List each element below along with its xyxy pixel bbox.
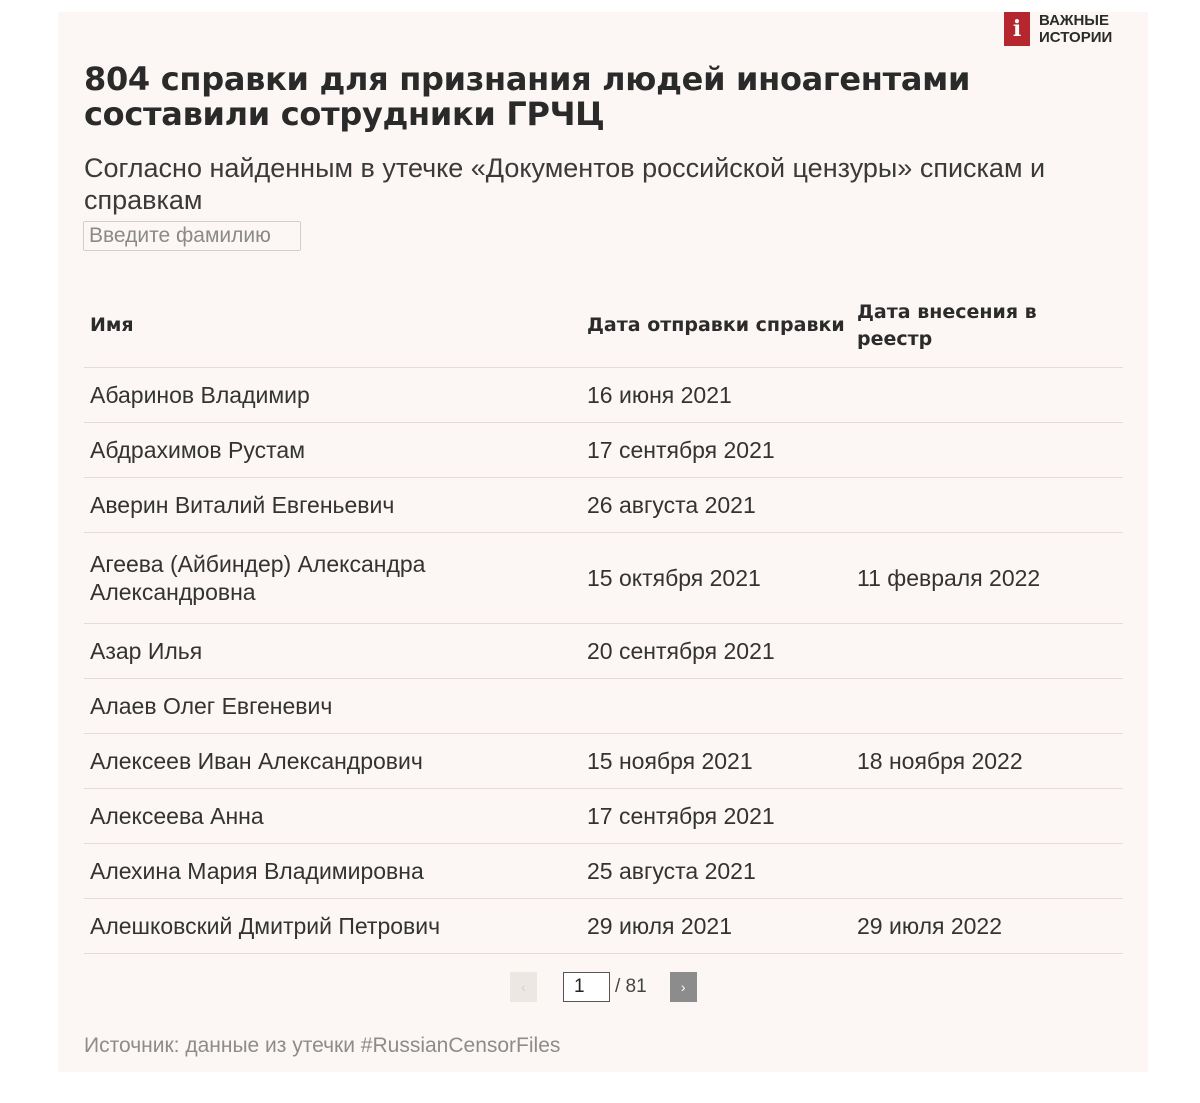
table-row	[84, 734, 1123, 789]
cell-sent-date: 20 сентября 2021	[581, 624, 851, 679]
table-row	[84, 624, 1123, 679]
source-note: Источник: данные из утечки #RussianCensorFiles	[84, 1034, 561, 1057]
cell-sent-date: 25 августа 2021	[581, 844, 851, 899]
agents-table	[84, 284, 1123, 954]
cell-name: Абдрахимов Рустам	[84, 423, 581, 478]
cell-sent-date: 17 сентября 2021	[581, 789, 851, 844]
table-row	[84, 368, 1123, 423]
cell-registry-date	[851, 478, 1123, 533]
cell-registry-date	[851, 423, 1123, 478]
page-number-input[interactable]	[563, 972, 610, 1002]
cell-registry-date	[851, 789, 1123, 844]
cell-name: Алехина Мария Владимировна	[84, 844, 581, 899]
table-row	[84, 844, 1123, 899]
cell-registry-date	[851, 844, 1123, 899]
cell-name: Алешковский Дмитрий Петрович	[84, 899, 581, 954]
cell-registry-date	[851, 679, 1123, 734]
cell-sent-date: 15 октября 2021	[581, 533, 851, 624]
cell-name: Абаринов Владимир	[84, 368, 581, 423]
prev-page-button[interactable]: ‹	[510, 972, 537, 1002]
infographic-card	[58, 12, 1148, 1072]
table-header-row	[84, 284, 1123, 368]
table-row	[84, 789, 1123, 844]
cell-name: Алексеева Анна	[84, 789, 581, 844]
page-total: / 81	[615, 976, 647, 997]
cell-name: Агеева (Айбиндер) Александра Александровна	[84, 533, 581, 624]
cell-sent-date: 29 июля 2021	[581, 899, 851, 954]
cell-registry-date	[851, 368, 1123, 423]
cell-name: Алексеев Иван Александрович	[84, 734, 581, 789]
table-row	[84, 478, 1123, 533]
cell-sent-date: 15 ноября 2021	[581, 734, 851, 789]
cell-registry-date: 29 июля 2022	[851, 899, 1123, 954]
cell-name: Алаев Олег Евгеневич	[84, 679, 581, 734]
next-page-button[interactable]: ›	[670, 972, 697, 1002]
column-header-registry-date[interactable]: Дата внесения в реестр	[851, 284, 1123, 368]
logo-text: ВАЖНЫЕ ИСТОРИИ	[1039, 12, 1113, 46]
cell-registry-date: 18 ноября 2022	[851, 734, 1123, 789]
pagination	[510, 972, 697, 1002]
table-row	[84, 423, 1123, 478]
surname-search-input[interactable]	[83, 221, 301, 251]
cell-registry-date: 11 февраля 2022	[851, 533, 1123, 624]
vazhnye-istorii-logo	[1004, 12, 1129, 46]
cell-sent-date	[581, 679, 851, 734]
cell-sent-date: 16 июня 2021	[581, 368, 851, 423]
page-title: 804 справки для признания людей иноагентами составили сотрудники ГРЧЦ	[84, 60, 971, 133]
column-header-sent-date[interactable]: Дата отправки справки	[581, 284, 851, 368]
page-subtitle: Согласно найденным в утечке «Документов российской цензуры» спискам и справкам	[84, 153, 1046, 215]
table-row	[84, 899, 1123, 954]
logo-mark-icon: i	[1004, 12, 1030, 46]
column-header-name[interactable]: Имя	[84, 284, 581, 368]
cell-name: Аверин Виталий Евгеньевич	[84, 478, 581, 533]
cell-sent-date: 17 сентября 2021	[581, 423, 851, 478]
table-row	[84, 533, 1123, 624]
cell-sent-date: 26 августа 2021	[581, 478, 851, 533]
table-row	[84, 679, 1123, 734]
cell-name: Азар Илья	[84, 624, 581, 679]
cell-registry-date	[851, 624, 1123, 679]
